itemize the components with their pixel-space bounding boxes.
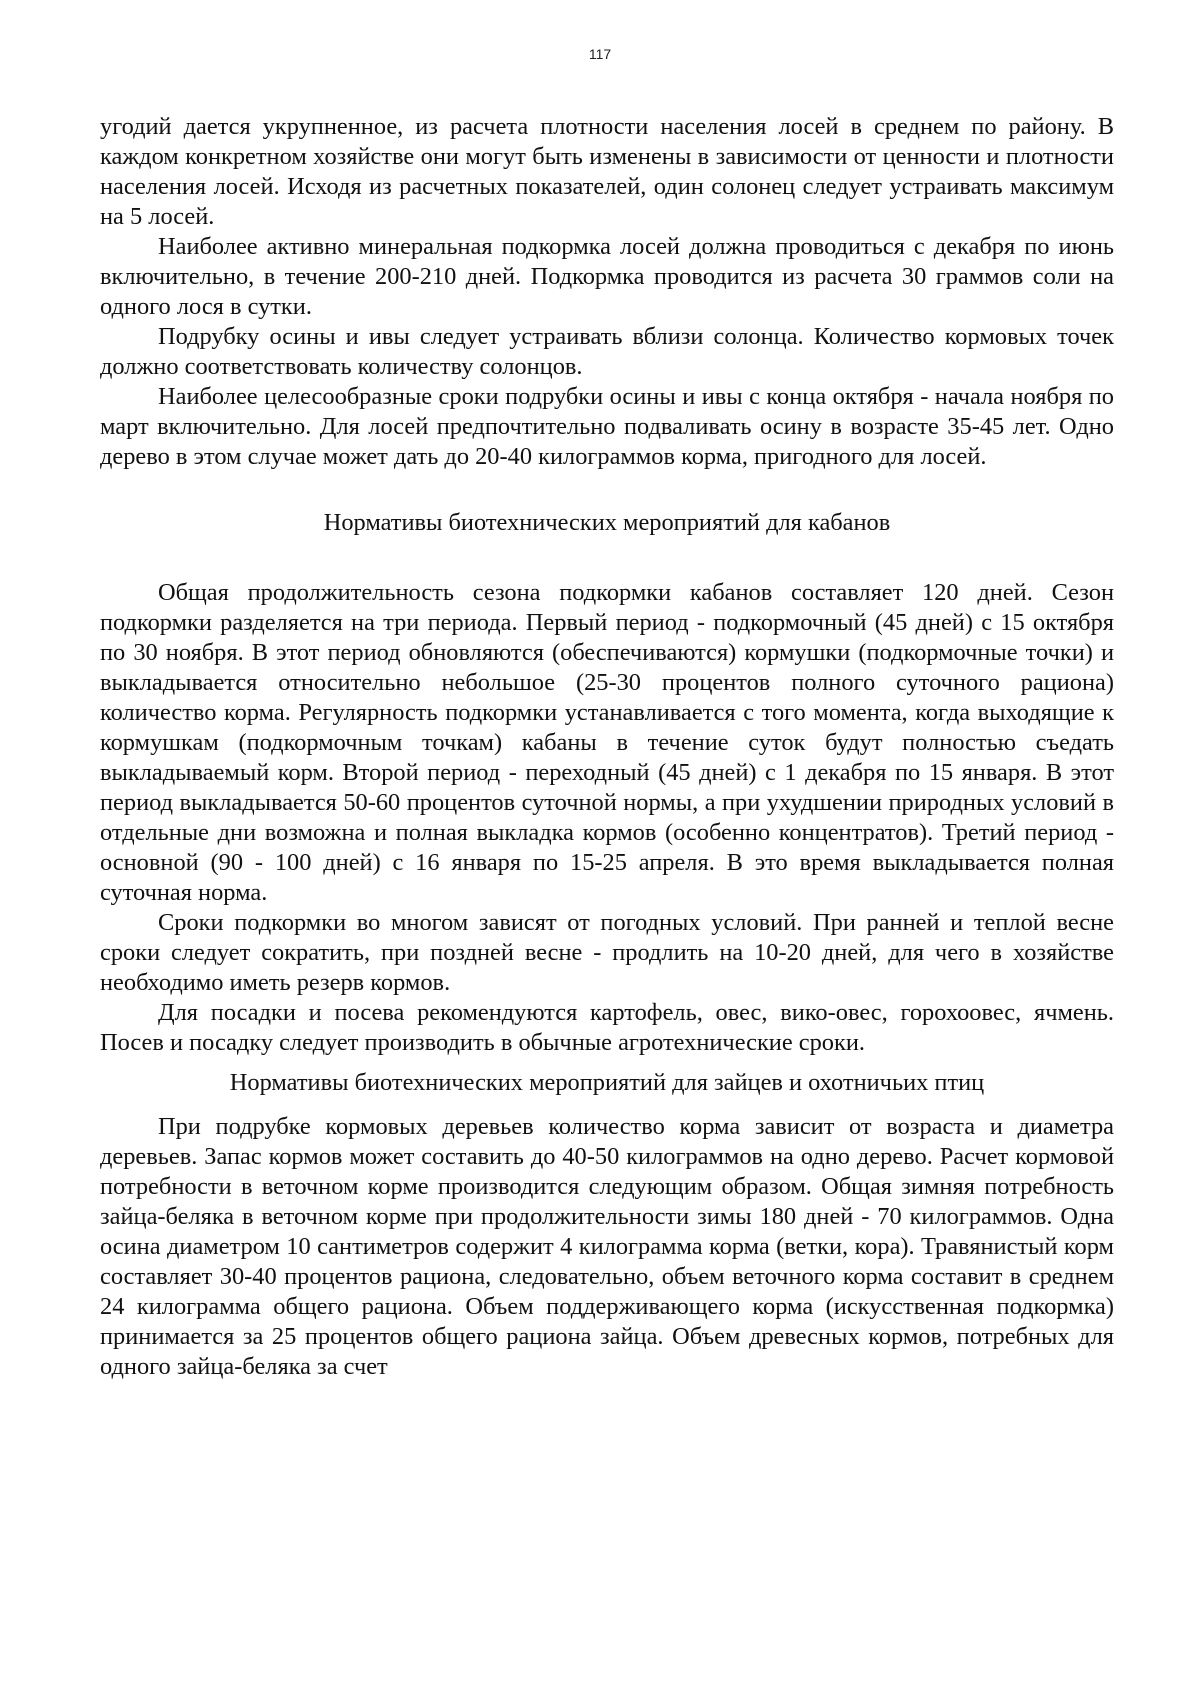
paragraph: Для посадки и посева рекомендуются картофель, овес, вико-овес, горохоовес, ячмень. Посев и посадку следует производить в обычные агротехнические сроки.	[100, 999, 1114, 1056]
paragraph: Сроки подкормки во многом зависят от погодных условий. При ранней и теплой весне сроки следует сократить, при поздней весне - продлить на 10-20 дней, для чего в хозяйстве необходимо иметь резерв кормов.	[100, 909, 1114, 996]
paragraph: При подрубке кормовых деревьев количество корма зависит от возраста и диаметра деревьев. Запас кормов может составить до 40-50 килограммов на одно дерево. Расчет кормовой потребности в веточном корме производится следующим образом. Общая зимняя потребность зайца-беляка в веточном корме при продолжительности зимы 180 дней - 70 килограммов. Одна осина диаметром 10 сантиметров содержит 4 килограмма корма (ветки, кора). Травянистый корм составляет 30-40 процентов рациона, следовательно, объем веточного корма составит в среднем 24 килограмма общего рациона. Объем поддерживающего корма (искусственная подкормка) принимается за 25 процентов общего рациона зайца. Объем древесных кормов, потребных для одного зайца-беляка за счет	[100, 1113, 1114, 1380]
paragraph: Общая продолжительность сезона подкормки кабанов составляет 120 дней. Сезон подкормки разделяется на три периода. Первый период - подкормочный (45 дней) с 15 октября по 30 ноября. В этот период обновляются (обеспечиваются) кормушки (подкормочные точки) и выкладывается относительно небольшое (25-30 процентов полного суточного рациона) количество корма. Регулярность подкормки устанавливается с того момента, когда выходящие к кормушкам (подкормочным точкам) кабаны в течение суток будут полностью съедать выкладываемый корм. Второй период - переходный (45 дней) с 1 декабря по 15 января. В этот период выкладывается 50-60 процентов суточной нормы, а при ухудшении природных условий в отдельные дни возможна и полная выкладка кормов (особенно концентратов). Третий период - основной (90 - 100 дней) с 16 января по 15-25 апреля. В это время выкладывается полная суточная норма.	[100, 579, 1114, 906]
page-body	[100, 112, 1114, 1382]
paragraph: Наиболее целесообразные сроки подрубки осины и ивы с конца октября - начала ноября по март включительно. Для лосей предпочтительно подваливать осину в возрасте 35-45 лет. Одно дерево в этом случае может дать до 20-40 килограммов корма, пригодного для лосей.	[100, 383, 1114, 470]
paragraph: угодий дается укрупненное, из расчета плотности населения лосей в среднем по району. В каждом конкретном хозяйстве они могут быть изменены в зависимости от ценности и плотности населения лосей. Исходя из расчетных показателей, один солонец следует устраивать максимум на 5 лосей.	[100, 113, 1114, 230]
section-heading-boars: Нормативы биотехнических мероприятий для кабанов	[323, 509, 891, 536]
page-number: 117	[588, 46, 612, 62]
paragraph: Подрубку осины и ивы следует устраивать вблизи солонца. Количество кормовых точек должно соответствовать количеству солонцов.	[100, 323, 1114, 380]
paragraph: Наиболее активно минеральная подкормка лосей должна проводиться с декабря по июнь включительно, в течение 200-210 дней. Подкормка проводится из расчета 30 граммов соли на одного лося в сутки.	[100, 233, 1114, 320]
section-heading-hares-birds: Нормативы биотехнических мероприятий для зайцев и охотничьих птиц	[229, 1069, 985, 1096]
